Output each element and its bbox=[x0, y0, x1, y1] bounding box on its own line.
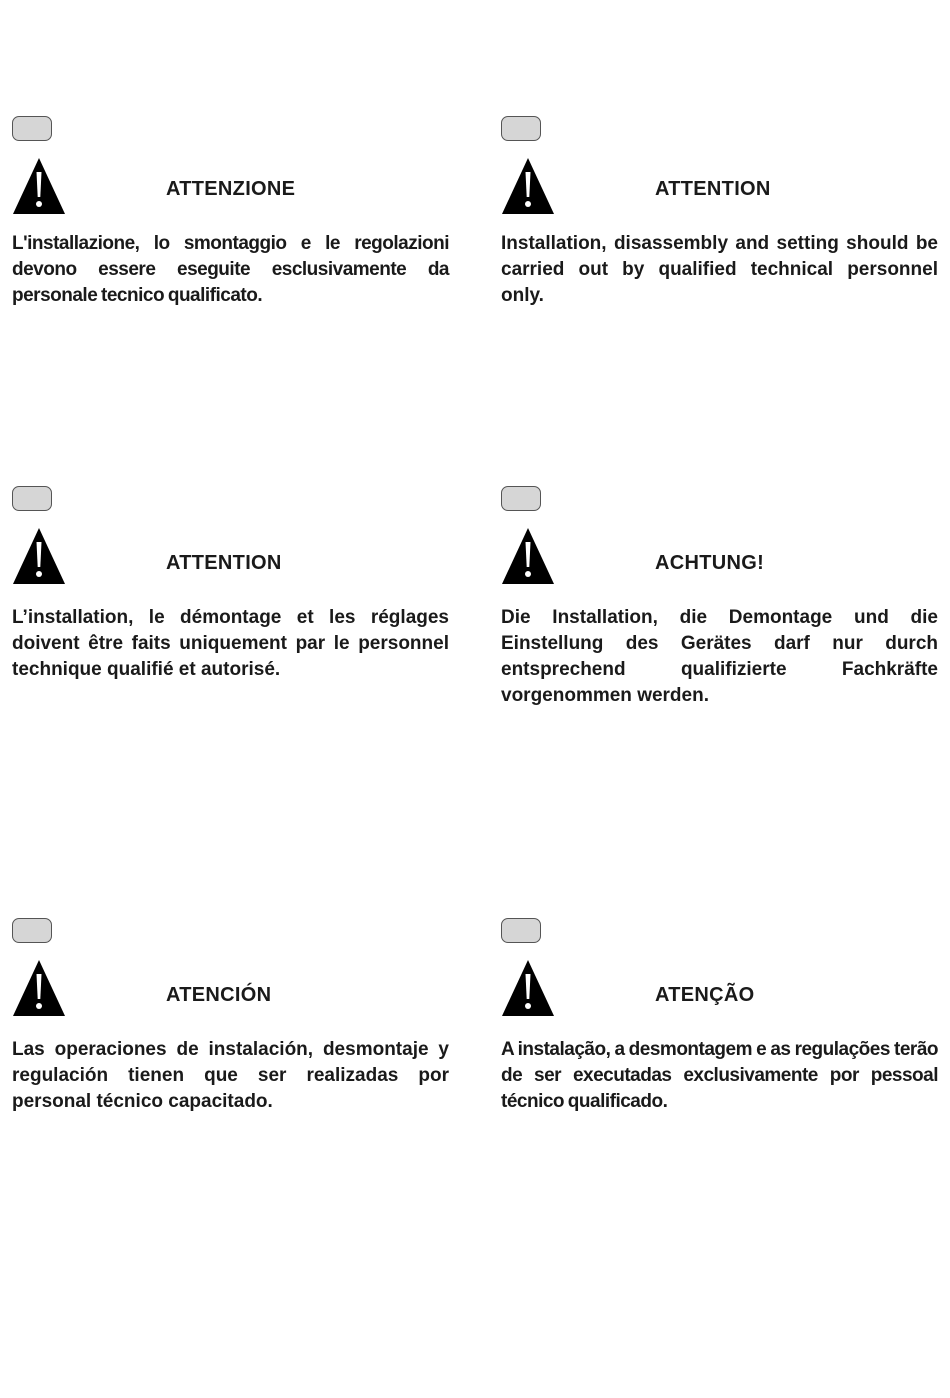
warning-text: A instalação, a desmontagem e as regulações terão de ser executadas exclusivamente por pessoal técnico qualificado. bbox=[501, 1039, 938, 1112]
language-tab bbox=[501, 486, 541, 511]
language-tab bbox=[501, 918, 541, 943]
warning-heading: ATTENTION bbox=[166, 552, 282, 574]
warning-heading: ATTENTION bbox=[655, 178, 771, 200]
language-tab bbox=[12, 918, 52, 943]
warning-text: Die Installation, die Demontage und die Einstellung des Gerätes darf nur durch entsprechend qualifizierte Fachkräfte vorgenommen werden. bbox=[501, 607, 938, 706]
warning-triangle-icon bbox=[12, 527, 66, 585]
warning-text: L'installazione, lo smontaggio e le regolazioni devono essere eseguite esclusivamente da personale tecnico qualificato. bbox=[12, 233, 449, 306]
warning-text: Installation, disassembly and setting should be carried out by qualified technical personnel only. bbox=[501, 233, 938, 306]
warning-triangle-icon bbox=[501, 527, 555, 585]
warning-heading: ATENÇÃO bbox=[655, 984, 755, 1006]
warning-heading: ACHTUNG! bbox=[655, 552, 765, 574]
language-tab bbox=[12, 116, 52, 141]
language-tab bbox=[12, 486, 52, 511]
warning-text: L’installation, le démontage et les réglages doivent être faits uniquement par le personnel technique qualifié et autorisé. bbox=[12, 607, 449, 680]
warning-text: Las operaciones de instalación, desmontaje y regulación tienen que ser realizadas por personal técnico capacitado. bbox=[12, 1039, 449, 1112]
warning-triangle-icon bbox=[12, 157, 66, 215]
warning-triangle-icon bbox=[12, 959, 66, 1017]
warning-heading: ATTENZIONE bbox=[166, 178, 296, 200]
language-tab bbox=[501, 116, 541, 141]
warning-heading: ATENCIÓN bbox=[166, 984, 272, 1006]
warning-triangle-icon bbox=[501, 959, 555, 1017]
warning-triangle-icon bbox=[501, 157, 555, 215]
